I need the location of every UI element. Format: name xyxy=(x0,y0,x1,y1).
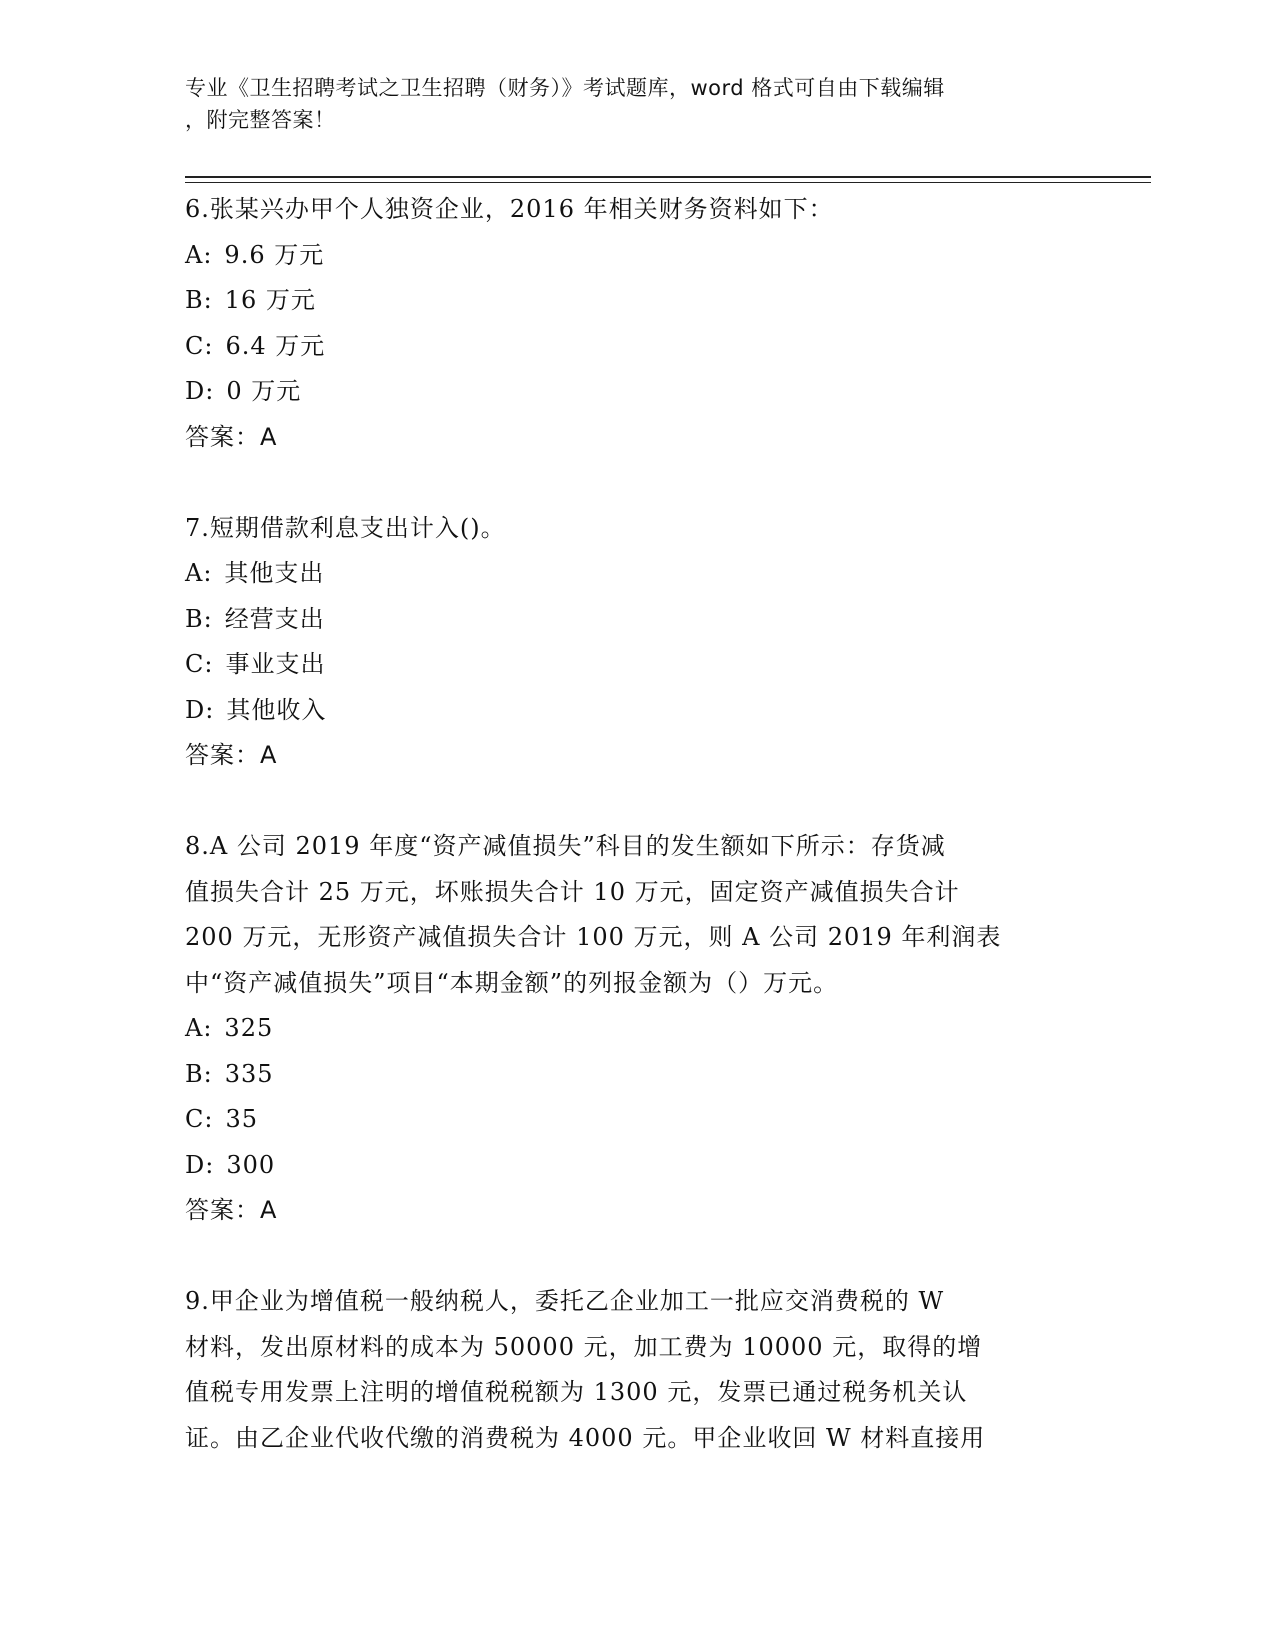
option-text: 9.6 万元 xyxy=(224,240,325,269)
option-b xyxy=(185,1052,1085,1098)
option-letter: C: xyxy=(185,331,214,360)
option-text: 335 xyxy=(224,1059,274,1088)
question-6 xyxy=(185,187,1085,460)
option-d xyxy=(185,688,1085,734)
option-text: 经营支出 xyxy=(224,604,325,633)
question-spacer xyxy=(185,460,1085,506)
option-letter: C: xyxy=(185,650,214,678)
answer-line: 答案：A xyxy=(185,1196,278,1224)
option-text: 事业支出 xyxy=(225,650,326,678)
answer-line: 答案：A xyxy=(185,741,278,769)
question-stem-line: 证。由乙企业代收代缴的消费税为 4000 元。甲企业收回 W 材料直接用 xyxy=(185,1423,986,1452)
option-c xyxy=(185,1097,1085,1143)
option-a xyxy=(185,233,1085,279)
option-c xyxy=(185,642,1085,688)
answer-line: 答案：A xyxy=(185,422,278,451)
option-d xyxy=(185,1143,1085,1189)
document-header xyxy=(185,72,1065,136)
option-text: 6.4 万元 xyxy=(225,331,326,360)
question-stem-line: 值税专用发票上注明的增值税税额为 1300 元，发票已通过税务机关认 xyxy=(185,1378,968,1406)
option-letter: D: xyxy=(185,377,215,405)
option-text: 0 万元 xyxy=(226,377,302,405)
question-spacer xyxy=(185,1234,1085,1280)
question-stem xyxy=(185,1279,1085,1461)
option-text: 35 xyxy=(225,1105,258,1133)
question-stem-line: 8.A 公司 2019 年度“资产减值损失”科目的发生额如下所示：存货减 xyxy=(185,832,946,860)
question-stem-line: 中“资产减值损失”项目“本期金额”的列报金额为（）万元。 xyxy=(185,968,839,997)
option-b xyxy=(185,597,1085,643)
question-8 xyxy=(185,824,1085,1234)
question-stem-line: 9.甲企业为增值税一般纳税人，委托乙企业加工一批应交消费税的 W xyxy=(185,1287,945,1315)
question-stem xyxy=(185,506,1085,552)
question-7 xyxy=(185,506,1085,779)
option-letter: A: xyxy=(185,1014,213,1042)
header-line-2: ，附完整答案！ xyxy=(185,108,336,132)
question-stem-line: 7.短期借款利息支出计入()。 xyxy=(185,513,506,542)
question-spacer xyxy=(185,779,1085,825)
option-letter: A: xyxy=(185,240,213,269)
option-letter: A: xyxy=(185,559,213,587)
option-d xyxy=(185,369,1085,415)
option-letter: D: xyxy=(185,1150,215,1179)
question-stem xyxy=(185,187,1085,233)
question-stem-line: 材料，发出原材料的成本为 50000 元，加工费为 10000 元，取得的增 xyxy=(185,1332,983,1361)
option-text: 其他支出 xyxy=(224,559,325,587)
question-list xyxy=(185,187,1085,1461)
option-letter: B: xyxy=(185,604,213,633)
question-stem-line: 200 万元，无形资产减值损失合计 100 万元，则 A 公司 2019 年利润表 xyxy=(185,923,1002,951)
option-text: 16 万元 xyxy=(224,286,316,314)
question-stem xyxy=(185,824,1085,1006)
option-a xyxy=(185,551,1085,597)
option-text: 325 xyxy=(224,1014,274,1042)
header-divider-thin xyxy=(185,182,1151,183)
header-line-1: 专业《卫生招聘考试之卫生招聘（财务）》考试题库，word 格式可自由下载编辑 xyxy=(185,76,945,100)
option-c xyxy=(185,324,1085,370)
question-stem-line: 6.张某兴办甲个人独资企业，2016 年相关财务资料如下： xyxy=(185,195,834,223)
header-divider-thick xyxy=(185,176,1151,178)
option-a xyxy=(185,1006,1085,1052)
question-9 xyxy=(185,1279,1085,1461)
option-letter: B: xyxy=(185,286,213,314)
option-letter: B: xyxy=(185,1059,213,1088)
option-b xyxy=(185,278,1085,324)
option-text: 其他收入 xyxy=(226,695,327,724)
option-letter: D: xyxy=(185,695,215,724)
question-stem-line: 值损失合计 25 万元，坏账损失合计 10 万元，固定资产减值损失合计 xyxy=(185,877,960,906)
option-letter: C: xyxy=(185,1105,214,1133)
option-text: 300 xyxy=(226,1150,276,1179)
